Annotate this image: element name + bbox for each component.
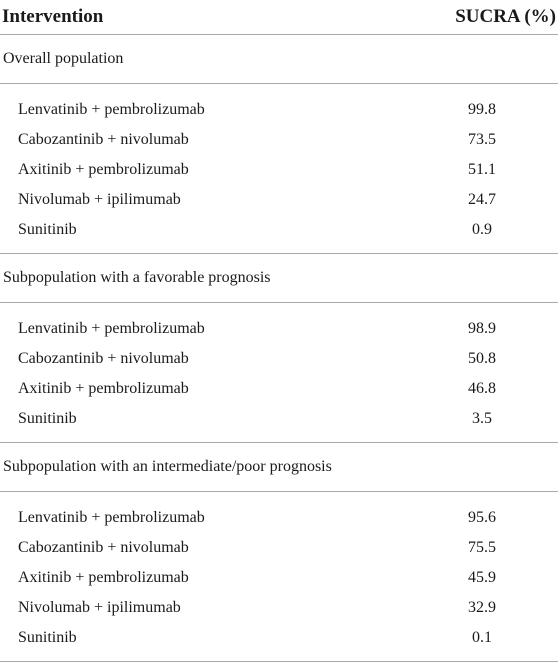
row-intervention: Cabozantinib + nivolumab <box>18 539 189 556</box>
row-intervention: Lenvatinib + pembrolizumab <box>18 509 205 526</box>
table-row <box>0 215 558 245</box>
row-intervention: Axitinib + pembrolizumab <box>18 380 189 397</box>
table-row <box>0 95 558 125</box>
table-row <box>0 155 558 185</box>
table-row <box>0 185 558 215</box>
table-row <box>0 314 558 344</box>
row-intervention: Nivolumab + ipilimumab <box>18 599 181 616</box>
row-sucra: 32.9 <box>468 599 496 616</box>
row-sucra: 50.8 <box>468 350 496 367</box>
row-intervention: Axitinib + pembrolizumab <box>18 161 189 178</box>
row-sucra: 98.9 <box>468 320 496 337</box>
header-intervention: Intervention <box>2 6 104 27</box>
row-intervention: Lenvatinib + pembrolizumab <box>18 320 205 337</box>
row-sucra: 51.1 <box>468 161 496 178</box>
row-sucra: 99.8 <box>468 101 496 118</box>
section-title: Subpopulation with a favorable prognosis <box>3 269 271 286</box>
row-intervention: Cabozantinib + nivolumab <box>18 350 189 367</box>
row-intervention: Nivolumab + ipilimumab <box>18 191 181 208</box>
table-row <box>0 125 558 155</box>
table-header <box>0 0 558 34</box>
table-row <box>0 344 558 374</box>
row-sucra: 0.1 <box>472 629 492 646</box>
section-title: Subpopulation with an intermediate/poor prognosis <box>3 458 332 475</box>
row-intervention: Cabozantinib + nivolumab <box>18 131 189 148</box>
row-sucra: 24.7 <box>468 191 496 208</box>
row-intervention: Axitinib + pembrolizumab <box>18 569 189 586</box>
table-row <box>0 593 558 623</box>
section-title: Overall population <box>3 50 124 67</box>
header-sucra: SUCRA (%) <box>455 6 556 27</box>
row-intervention: Lenvatinib + pembrolizumab <box>18 101 205 118</box>
table-row <box>0 374 558 404</box>
row-sucra: 46.8 <box>468 380 496 397</box>
table-row <box>0 563 558 593</box>
row-sucra: 3.5 <box>472 410 492 427</box>
row-intervention: Sunitinib <box>18 629 77 646</box>
row-intervention: Sunitinib <box>18 410 77 427</box>
table-row <box>0 533 558 563</box>
row-sucra: 45.9 <box>468 569 496 586</box>
row-sucra: 73.5 <box>468 131 496 148</box>
table-row <box>0 404 558 434</box>
table-row <box>0 503 558 533</box>
row-intervention: Sunitinib <box>18 221 77 238</box>
row-sucra: 0.9 <box>472 221 492 238</box>
row-sucra: 75.5 <box>468 539 496 556</box>
row-sucra: 95.6 <box>468 509 496 526</box>
